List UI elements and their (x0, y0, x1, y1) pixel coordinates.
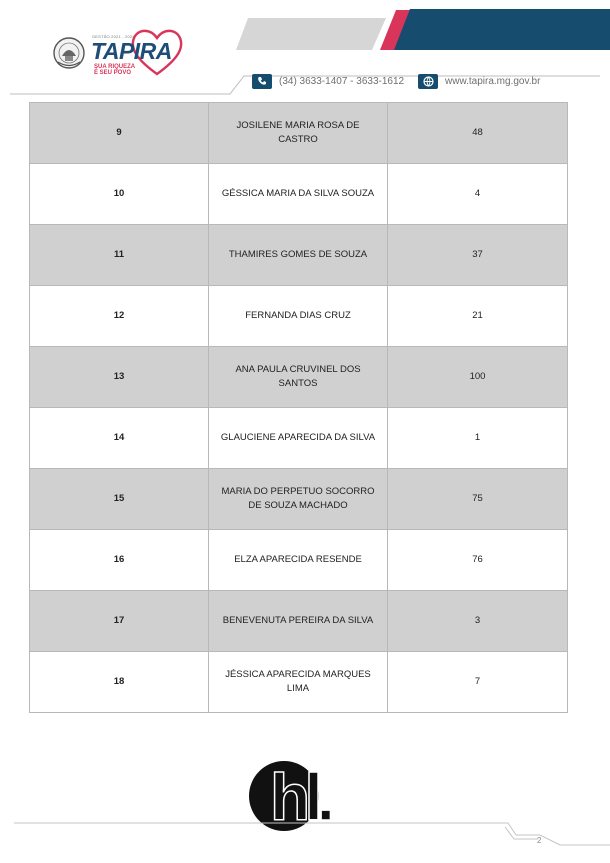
table-row (30, 103, 568, 164)
brand-years: GESTÃO 2021 - 2024 (92, 34, 135, 39)
row-number: 12 (30, 286, 209, 347)
footer-rule (0, 815, 610, 863)
table-row (30, 347, 568, 408)
row-value: 1 (388, 408, 568, 469)
table-row (30, 408, 568, 469)
row-value: 75 (388, 469, 568, 530)
row-number: 16 (30, 530, 209, 591)
row-number: 13 (30, 347, 209, 408)
row-name: GÉSSICA MARIA DA SILVA SOUZA (209, 164, 388, 225)
page-header (0, 0, 610, 100)
row-value: 48 (388, 103, 568, 164)
table-row (30, 225, 568, 286)
row-value: 100 (388, 347, 568, 408)
row-number: 10 (30, 164, 209, 225)
row-name: GLAUCIENE APARECIDA DA SILVA (209, 408, 388, 469)
row-name: THAMIRES GOMES DE SOUZA (209, 225, 388, 286)
brand-logo (92, 28, 192, 78)
row-value: 76 (388, 530, 568, 591)
row-value: 7 (388, 652, 568, 713)
row-value: 4 (388, 164, 568, 225)
table-row (30, 591, 568, 652)
row-number: 14 (30, 408, 209, 469)
website-contact (418, 73, 540, 89)
phone-text: (34) 3633-1407 - 3633-1612 (279, 75, 405, 87)
ranking-table (29, 102, 568, 713)
row-number: 9 (30, 103, 209, 164)
row-name: JOSILENE MARIA ROSA DE CASTRO (209, 103, 388, 164)
brand-tagline: SUA RIQUEZA É SEU POVO (94, 64, 136, 76)
city-seal-icon (52, 36, 86, 70)
row-number: 17 (30, 591, 209, 652)
page-number: 2 (537, 836, 542, 845)
brand-name: TAPIRA (91, 38, 172, 64)
row-value: 3 (388, 591, 568, 652)
row-number: 11 (30, 225, 209, 286)
hl-logo-text: hl. (270, 760, 329, 832)
row-number: 18 (30, 652, 209, 713)
row-name: ANA PAULA CRUVINEL DOS SANTOS (209, 347, 388, 408)
website-link[interactable]: www.tapira.mg.gov.br (445, 75, 541, 87)
row-name: FERNANDA DIAS CRUZ (209, 286, 388, 347)
globe-icon (418, 74, 438, 89)
row-value: 37 (388, 225, 568, 286)
row-name: BENEVENUTA PEREIRA DA SILVA (209, 591, 388, 652)
table-row (30, 530, 568, 591)
row-value: 21 (388, 286, 568, 347)
table-row (30, 286, 568, 347)
row-name: MARIA DO PERPETUO SOCORRO DE SOUZA MACHADO (209, 469, 388, 530)
row-name: ELZA APARECIDA RESENDE (209, 530, 388, 591)
table-row (30, 164, 568, 225)
row-number: 15 (30, 469, 209, 530)
phone-contact (252, 73, 404, 89)
table-row (30, 469, 568, 530)
table-row (30, 652, 568, 713)
row-name: JÉSSICA APARECIDA MARQUES LIMA (209, 652, 388, 713)
phone-icon (252, 74, 272, 89)
